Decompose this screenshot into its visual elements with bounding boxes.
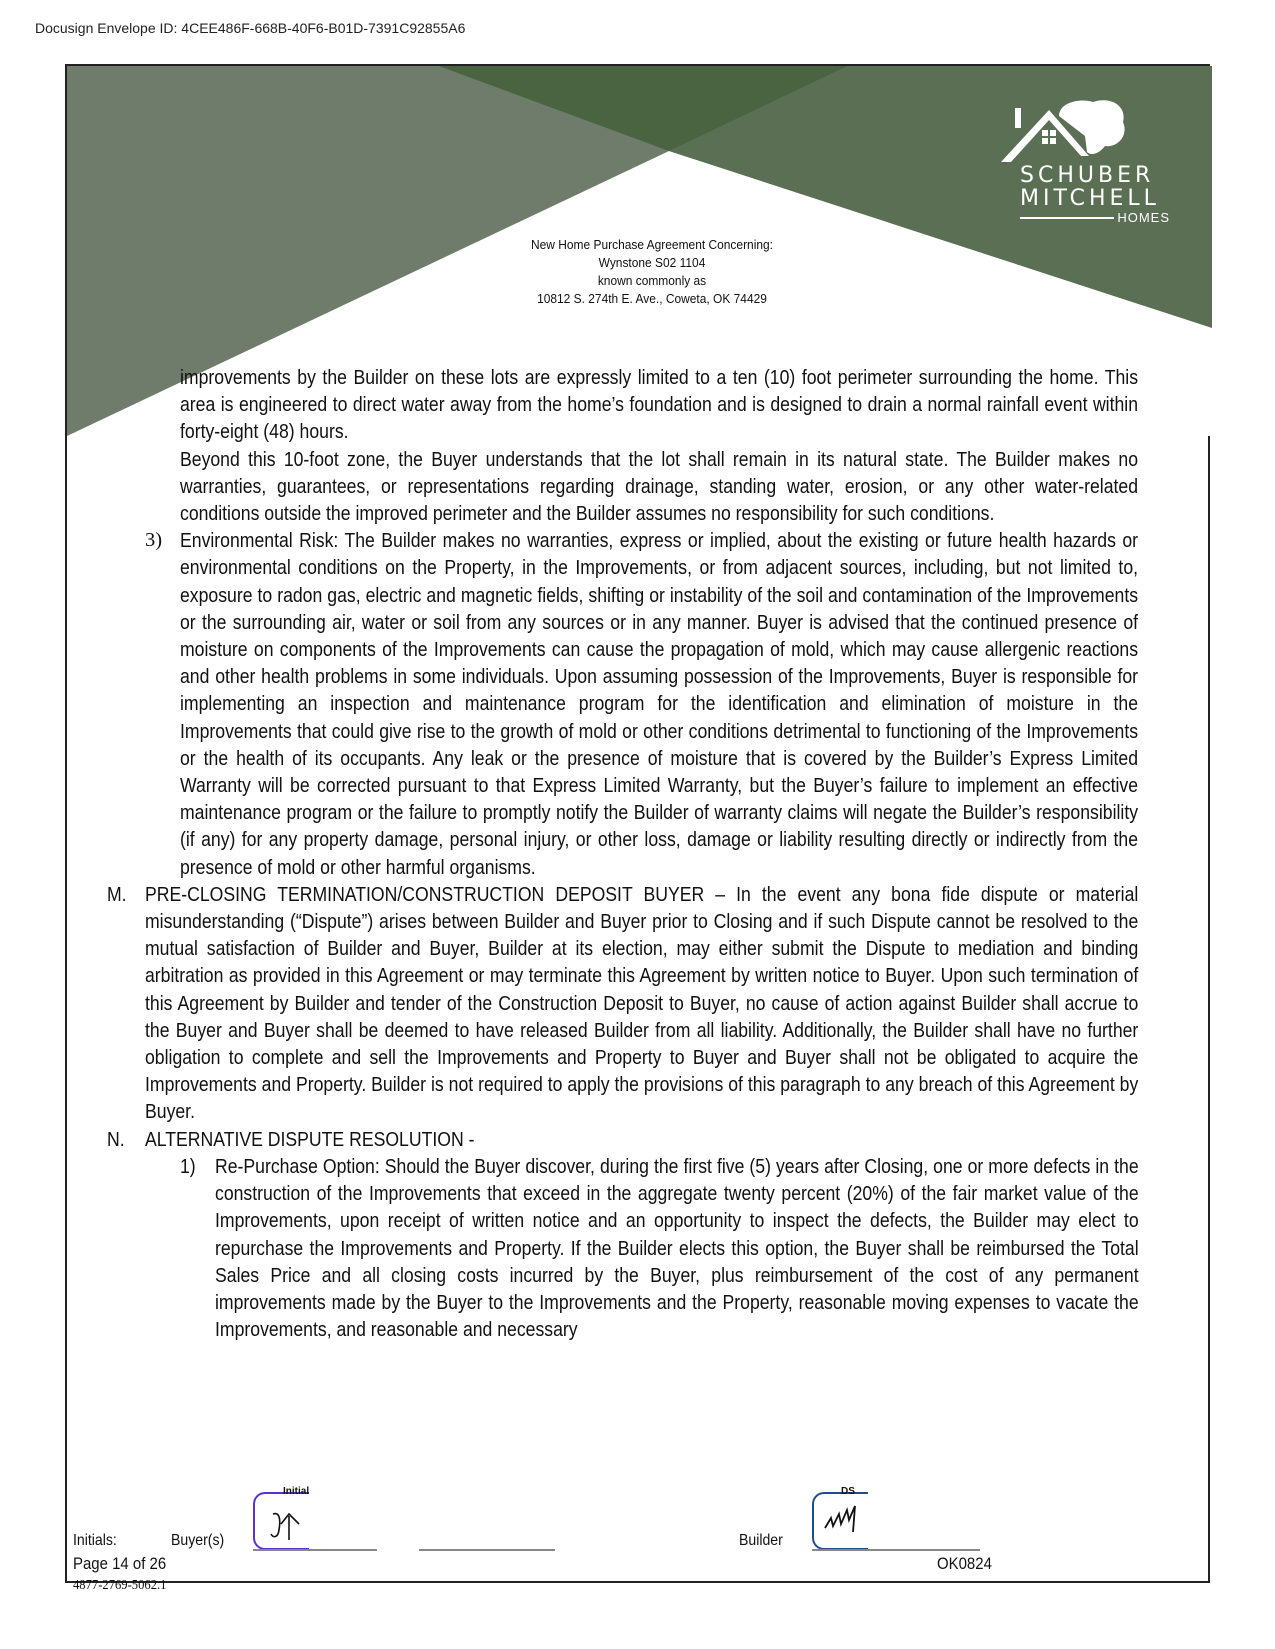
document-id: 4877-2769-5062.1 <box>73 1578 167 1593</box>
property-header <box>445 236 859 308</box>
logo-line-3-row <box>1020 210 1170 225</box>
document-page <box>65 64 1210 1593</box>
item-heading: ALTERNATIVE DISPUTE RESOLUTION - <box>145 1127 475 1151</box>
house-tree-icon <box>1001 96 1141 164</box>
page-number: Page 14 of 26 <box>73 1554 167 1573</box>
initials-label: Initials: <box>73 1532 117 1549</box>
logo-line-1: SCHUBER <box>1020 163 1155 188</box>
buyers-label: Buyer(s) <box>171 1532 225 1549</box>
item-text: Re-Purchase Option: Should the Buyer discover, during the first five (5) years after Closing, one or more defects in the construction of the Improvements that exceed in the aggregate twenty percent (20%) of the fair market value of the Improvements, upon receipt of written notice and an opportunity to inspect the defects, the Builder may elect to repurchase the Improvements and Property. If the Builder elects this option, the Buyer shall be reimbursed the Total Sales Price and all closing costs incurred by the Buyer, plus reimbursement of the cost of any permanent improvements made by the Buyer to the Improvements and the Property, reasonable moving expenses to vacate the Improvements, and reasonable and necessary <box>215 1154 1139 1342</box>
builder-initials-mark <box>823 1502 867 1536</box>
item-1-re-purchase-option <box>67 1153 1208 1343</box>
form-code: OK0824 <box>937 1554 992 1573</box>
lot-id: Wynstone S02 1104 <box>598 255 706 270</box>
builder-label: Builder <box>739 1532 783 1549</box>
company-logo <box>991 96 1191 225</box>
item-letter: N. <box>107 1127 125 1151</box>
item-text: PRE-CLOSING TERMINATION/CONSTRUCTION DEPOSIT BUYER – In the event any bona fide dispute or material misunderstanding (“Dispute”) arises between Builder and Buyer prior to Closing and if such Dispute cannot be resolved to the mutual satisfaction of Builder and Buyer, Builder at its election, may either submit the Dispute to mediation and binding arbitration as provided in this Agreement or may terminate this Agreement by written notice to Buyer. Upon such termination of this Agreement by Builder and tender of the Construction Deposit to Buyer, no cause of action against Builder shall accrue to the Buyer and Buyer shall be deemed to have released Builder from all liability. Additionally, the Builder shall have no further obligation to complete and sell the Improvements and Property to Buyer and Buyer shall not be obligated to acquire the Improvements and Property. Builder is not required to apply the provisions of this paragraph to any breach of this Agreement by Buyer. <box>145 882 1139 1124</box>
buyer-initials-mark <box>269 1510 305 1542</box>
item-text: Environmental Risk: The Builder makes no warranties, express or implied, about the existing or future health hazards or environmental conditions on the Property, in the Improvements, or from adjacent sources, including, but not limited to, exposure to radon gas, electric and magnetic fields, shifting or instability of the soil and contamination of the Improvements or the surrounding air, water or soil from any sources or in any manner. Buyer is advised that the continued presence of moisture on components of the Improvements can cause the propagation of mold, which may cause allergenic reactions and other health problems in some individuals. Upon assuming possession of the Improvements, Buyer is responsible for implementing an inspection and maintenance program for the identification and elimination of moisture in the Improvements that could give rise to the growth of mold or other conditions detrimental to functioning of the Improvements or the health of its occupants. Any leak or the presence of moisture that is covered by the Builder’s Express Limited Warranty will be corrected pursuant to that Express Limited Warranty, but the Buyer’s failure to implement an effective maintenance program or the failure to promptly notify the Builder of warranty claims will negate the Builder’s responsibility (if any) for any property damage, personal injury, or other loss, damage or liability resulting directly or indirectly from the presence of mold or other harmful organisms. <box>180 529 1139 879</box>
item-number: 3) <box>145 529 163 552</box>
continued-paragraph-1: improvements by the Builder on these lots are expressly limited to a ten (10) foot perimeter surrounding the home. This area is engineered to direct water away from the home’s foundation and is designed to drain a normal rainfall event within forty-eight (48) hours. <box>180 366 1139 444</box>
item-3-environmental-risk <box>67 527 1208 881</box>
item-letter: M. <box>107 882 127 906</box>
buyer-1-initial-line <box>253 1549 377 1551</box>
buyer-signature-label: Initial <box>283 1486 310 1497</box>
builder-initial-line <box>812 1549 980 1551</box>
agreement-title: New Home Purchase Agreement Concerning: <box>531 237 773 252</box>
item-n-alternative-dispute-resolution <box>67 1126 1208 1153</box>
logo-line-3: HOMES <box>1117 210 1170 225</box>
logo-rule <box>1020 217 1114 219</box>
builder-signature-label: DS <box>841 1486 855 1497</box>
agreement-body <box>67 364 1208 1343</box>
docusign-envelope-id: Docusign Envelope ID: 4CEE486F-668B-40F6-B01D-7391C92855A6 <box>35 20 466 36</box>
continued-paragraph-2: Beyond this 10-foot zone, the Buyer understands that the lot shall remain in its natural state. The Builder makes no warranties, guarantees, or representations regarding drainage, standing water, erosion, or any other water-related conditions outside the improved perimeter and the Builder assumes no responsibility for such conditions. <box>180 447 1139 526</box>
logo-line-2: MITCHELL <box>1020 186 1160 211</box>
property-address: 10812 S. 274th E. Ave., Coweta, OK 74429 <box>537 291 767 306</box>
buyer-2-initial-line[interactable] <box>419 1549 555 1551</box>
known-as: known commonly as <box>597 273 707 288</box>
item-number: 1) <box>180 1154 196 1178</box>
item-m-pre-closing-termination <box>67 881 1208 1126</box>
